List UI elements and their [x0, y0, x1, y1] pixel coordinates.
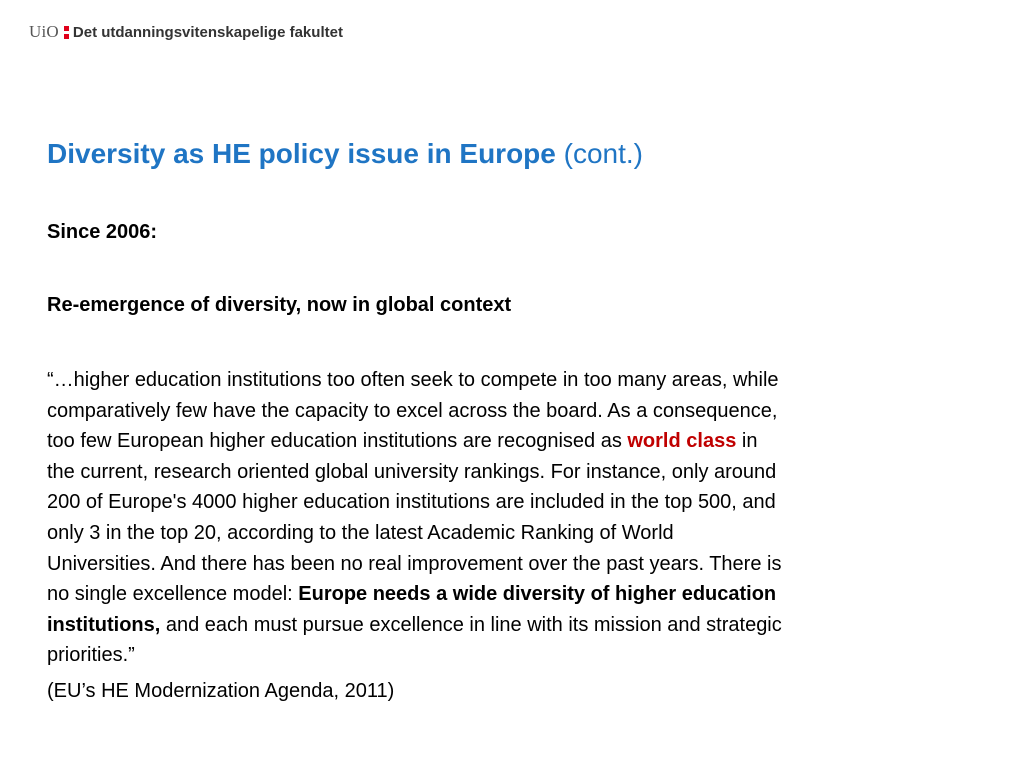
- faculty-name: Det utdanningsvitenskapelige fakultet: [72, 23, 343, 41]
- header: [29, 20, 343, 44]
- quote-line-10: priorities.”: [47, 644, 135, 667]
- quote-paragraph: [47, 365, 997, 671]
- quote-line-2: comparatively few have the capacity to excel across the board. As a consequence,: [47, 399, 778, 422]
- reemergence-heading: Re-emergence of diversity, now in global context: [47, 294, 512, 316]
- quote-line-6: only 3 in the top 20, according to the latest Academic Ranking of World: [47, 521, 674, 544]
- quote-text: too few European higher education institutions are recognised as: [47, 430, 628, 453]
- citation: (EU’s HE Modernization Agenda, 2011): [47, 680, 395, 702]
- quote-line-8: [47, 579, 997, 610]
- slide-title-cont: (cont.): [563, 138, 643, 169]
- since-heading: Since 2006:: [47, 221, 158, 243]
- quote-text: no single excellence model:: [47, 583, 299, 606]
- world-class-highlight: world class: [627, 430, 737, 453]
- quote-text: in: [736, 430, 758, 453]
- quote-line-3: [47, 426, 997, 457]
- quote-line-1: “…higher education institutions too often seek to compete in too many areas, while: [47, 369, 779, 391]
- quote-text: and each must pursue excellence in line with its mission and strategic: [160, 613, 782, 636]
- quote-line-5: 200 of Europe's 4000 higher education institutions are included in the top 500, and: [47, 491, 776, 514]
- quote-line-9: [47, 610, 997, 641]
- uio-logo: UiO: [29, 22, 59, 41]
- quote-line-7: Universities. And there has been no real improvement over the past years. There is: [47, 552, 782, 575]
- quote-line-4: the current, research oriented global university rankings. For instance, only around: [47, 460, 777, 483]
- slide-title: [47, 136, 643, 172]
- uio-logo-colon-icon: [64, 26, 69, 39]
- slide-title-main: Diversity as HE policy issue in Europe: [47, 138, 556, 169]
- institutions-emphasis: institutions,: [47, 613, 161, 636]
- diversity-emphasis: Europe needs a wide diversity of higher education: [298, 583, 777, 606]
